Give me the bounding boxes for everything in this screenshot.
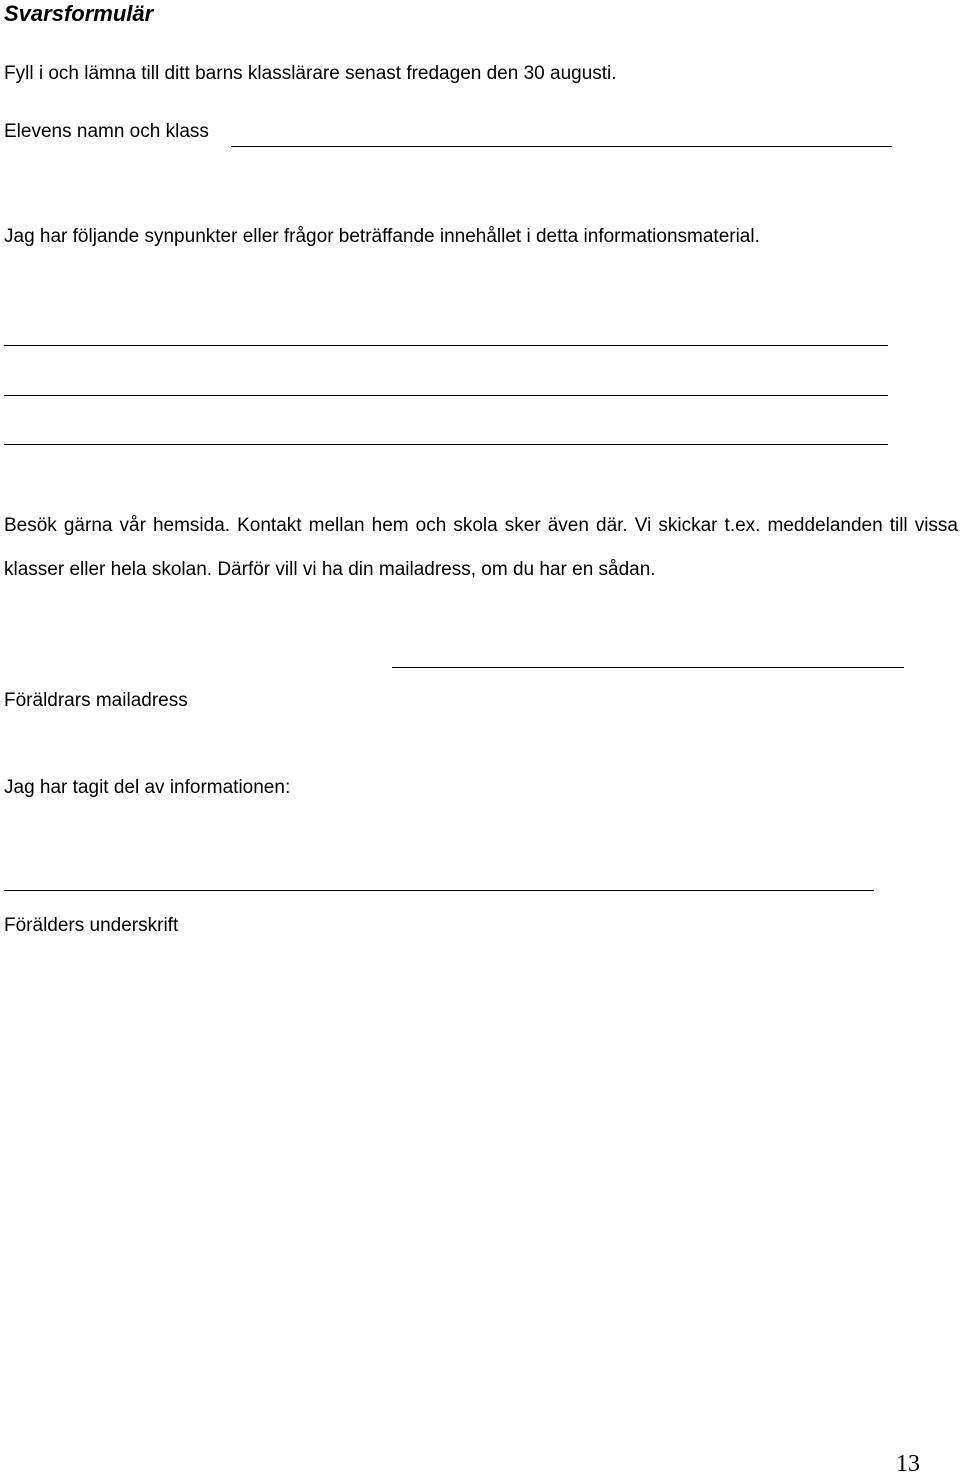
feedback-line-3[interactable]	[4, 444, 888, 445]
student-name-label: Elevens namn och klass	[4, 121, 209, 142]
feedback-line-1[interactable]	[4, 345, 888, 346]
feedback-line-2[interactable]	[4, 395, 888, 396]
instruction-text: Fyll i och lämna till ditt barns klasslärare senast fredagen den 30 augusti.	[4, 63, 617, 84]
feedback-prompt: Jag har följande synpunkter eller frågor beträffande innehållet i detta informationsmaterial.	[4, 226, 760, 247]
email-field[interactable]	[392, 667, 904, 668]
website-paragraph: Besök gärna vår hemsida. Kontakt mellan hem och skola sker även där. Vi skickar t.ex. meddelanden till vissa klasser eller hela skolan. Därför vill vi ha din mailadress, om du har en sådan.	[4, 515, 958, 580]
signature-field[interactable]	[4, 890, 874, 891]
email-label: Föräldrars mailadress	[4, 690, 188, 711]
student-name-field[interactable]	[231, 146, 892, 147]
acknowledgement-text: Jag har tagit del av informationen:	[4, 777, 291, 798]
signature-label: Förälders underskrift	[4, 915, 179, 936]
page-number: 13	[896, 1451, 920, 1477]
form-title: Svarsformulär	[4, 1, 154, 26]
